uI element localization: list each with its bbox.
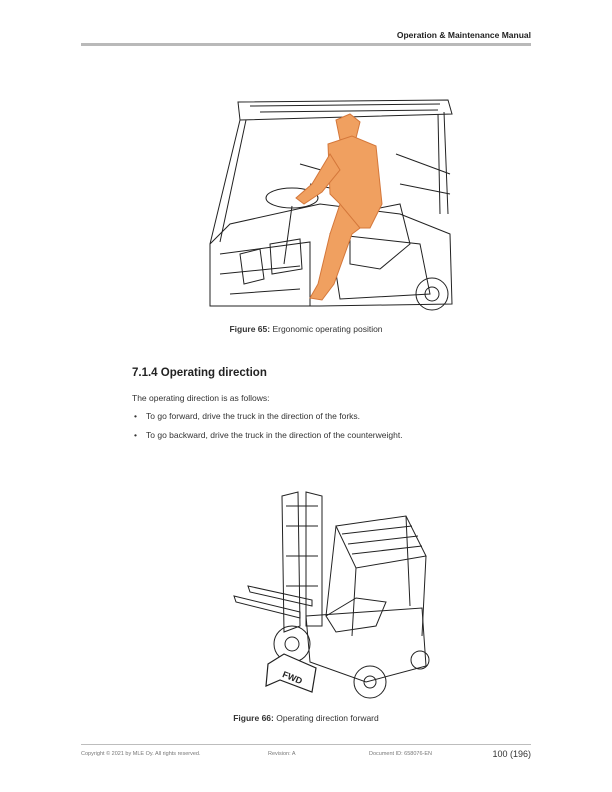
footer-document-id: Document ID: 658076-EN — [369, 751, 432, 757]
figure-65-caption — [0, 324, 612, 334]
figure-66-caption-text: Operating direction forward — [273, 713, 379, 723]
footer-copyright: Copyright © 2021 by MLE Oy. All rights reserved. — [81, 751, 201, 757]
figure-65-caption-label: Figure 65: — [229, 324, 271, 334]
figure-66-operating-direction-illustration — [226, 486, 436, 706]
figure-66-caption-label: Figure 66: — [233, 713, 274, 723]
fwd-arrow-label: FWD — [280, 669, 304, 687]
footer-rule — [81, 744, 531, 745]
footer-revision: Revision: A — [268, 751, 296, 757]
bullet-backward: • To go backward, drive the truck in the direction of the counterweight. — [132, 430, 403, 440]
fwd-arrow-icon — [266, 654, 316, 692]
section-heading: 7.1.4 Operating direction — [132, 367, 267, 379]
header-title: Operation & Maintenance Manual — [396, 30, 531, 40]
bullet-forward: • To go forward, drive the truck in the direction of the forks. — [132, 411, 403, 421]
footer-page-number: 100 (196) — [492, 749, 531, 759]
section-intro: The operating direction is as follows: — [132, 393, 270, 403]
figure-65-ergonomic-position-illustration — [200, 94, 456, 314]
figure-65-caption-text: Ergonomic operating position — [270, 324, 383, 334]
header-rule — [81, 43, 531, 46]
figure-66-caption — [0, 713, 612, 723]
bullet-list — [132, 411, 403, 449]
